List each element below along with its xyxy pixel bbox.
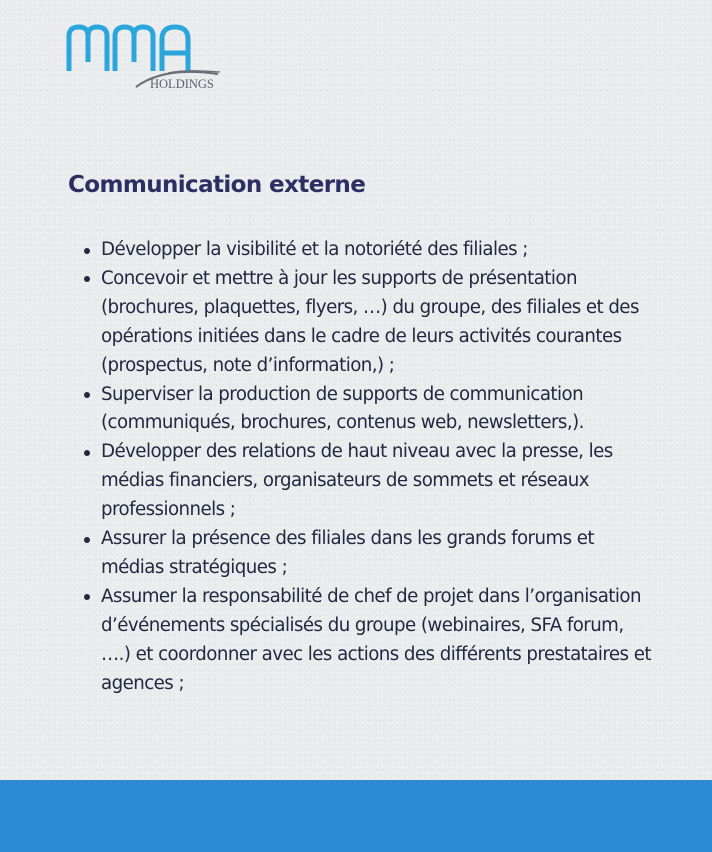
mma-holdings-logo-icon	[66, 22, 228, 94]
list-item: Développer la visibilité et la notoriété des filiales ;	[82, 236, 654, 265]
logo-caption: HOLDINGS	[150, 77, 214, 91]
list-item: Concevoir et mettre à jour les supports de présentation (brochures, plaquettes, flyers, …) du groupe, des filiales et des opérations initiées dans le cadre de leurs activités courantes (prospectus, note d’information,) ;	[82, 265, 654, 381]
footer-band	[0, 780, 712, 852]
list-item: Assurer la présence des filiales dans les grands forums et médias stratégiques ;	[82, 525, 654, 583]
section-title: Communication externe	[68, 172, 366, 198]
company-logo	[66, 22, 228, 94]
list-item: Développer des relations de haut niveau avec la presse, les médias financiers, organisateurs de sommets et réseaux professionnels ;	[82, 438, 654, 525]
list-item: Superviser la production de supports de communication (communiqués, brochures, contenus web, newsletters,).	[82, 381, 654, 439]
responsibilities-list	[82, 236, 654, 699]
list-item: Assumer la responsabilité de chef de projet dans l’organisation d’événements spécialisés du groupe (webinaires, SFA forum, ….) et coordonner avec les actions des différents prestataires et agences ;	[82, 583, 654, 699]
